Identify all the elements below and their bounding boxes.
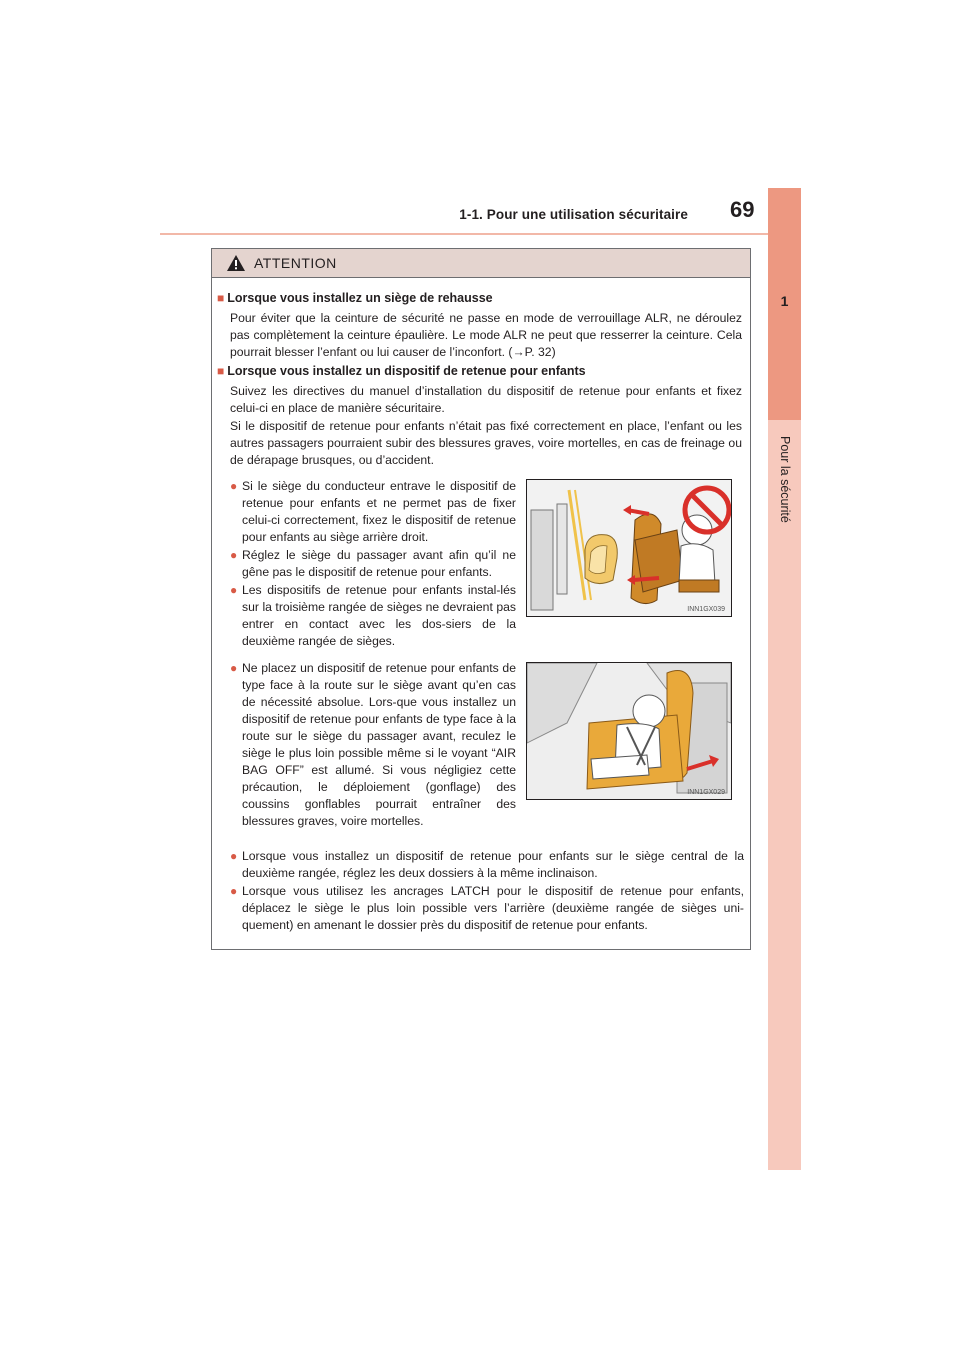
square-bullet-icon: ■ — [217, 291, 225, 305]
forward-facing-seat-illustration — [527, 663, 731, 799]
section-title: ■ Lorsque vous installez un dispositif de retenue pour enfants — [217, 364, 586, 378]
square-bullet-icon: ■ — [217, 364, 225, 378]
section-title: ■ Lorsque vous installez un siège de rehausse — [217, 291, 493, 305]
chapter-number: 1 — [780, 293, 789, 309]
figure-rear-seat-illustration — [526, 479, 732, 617]
warning-box — [211, 248, 751, 950]
running-header: 1-1. Pour une utilisation sécuritaire — [459, 207, 688, 222]
round-bullet-icon: ● — [230, 548, 238, 562]
child-seat-illustration — [527, 480, 731, 616]
section-text: Si le dispositif de retenue pour enfants n’était pas fixé correctement en place, l’enfant ou les autres passagers pourraient subir des blessures graves, voire mortelles, en cas de freinage ou de dérapage brusques, ou d’accident. — [230, 419, 742, 467]
page-number: 69 — [730, 197, 755, 222]
warning-label: ATTENTION — [254, 255, 337, 271]
list-item: ● Ne placez un dispositif de retenue pour enfants de type face à la route sur le siège avant qu’en cas de nécessité absolue. Lors-que vous installez un dispositif de retenue pour enfants de type face à la route sur le siège du passager avant, reculez le siège le plus loin possible même si le voyant “AIR BAG OFF” est allumé. Si vous négligiez cette précaution, le déploiement (gonflage) des coussins gonflables pourrait entraîner des blessures graves, voire mortelles. — [230, 661, 516, 828]
warning-triangle-icon — [226, 254, 246, 272]
section-text: Suivez les directives du manuel d’installation du dispositif de retenue pour enfants et fixez celui-ci en place de manière sécuritaire. — [230, 384, 742, 415]
figure-code: INN1GX029 — [687, 789, 725, 796]
list-item: ● Lorsque vous utilisez les ancrages LATCH pour le dispositif de retenue pour enfants, déplacez le siège le plus loin possible vers l’arrière (deuxième rangée de sièges uni-quement) en amenant le dossier près du dispositif de retenue pour enfants. — [230, 884, 744, 932]
chapter-label: Pour la sécurité — [778, 436, 792, 523]
warning-header — [212, 249, 750, 278]
figure-front-seat-illustration — [526, 662, 732, 800]
round-bullet-icon: ● — [230, 479, 238, 493]
round-bullet-icon: ● — [230, 884, 238, 898]
figure-code: INN1GX039 — [687, 606, 725, 613]
list-item: ● Si le siège du conducteur entrave le dispositif de retenue pour enfants et ne permet pas de fixer celui-ci correctement, fixez le dispositif de retenue pour enfants au siège arrière droit. — [230, 479, 516, 544]
round-bullet-icon: ● — [230, 661, 238, 675]
list-item: ● Lorsque vous installez un dispositif de retenue pour enfants sur le siège central de la deuxième rangée, réglez les deux dossiers à la même inclinaison. — [230, 849, 744, 880]
list-item: ● Les dispositifs de retenue pour enfants instal-lés sur la troisième rangée de sièges ne devraient pas entrer en contact avec les dos-siers de la deuxième rangée de sièges. — [230, 583, 516, 648]
round-bullet-icon: ● — [230, 583, 238, 597]
round-bullet-icon: ● — [230, 849, 238, 863]
section-text: Pour éviter que la ceinture de sécurité ne passe en mode de verrouillage ALR, ne déroulez pas complètement la ceinture épaulière. Le mode ALR ne peut que resserrer la ceinture. Cela pourrait blesser l’enfant ou lui causer de l’inconfort. (→P. 32) — [230, 311, 742, 359]
header-rule — [160, 233, 800, 235]
list-item: ● Réglez le siège du passager avant afin qu’il ne gêne pas le dispositif de retenue pour enfants. — [230, 548, 516, 579]
